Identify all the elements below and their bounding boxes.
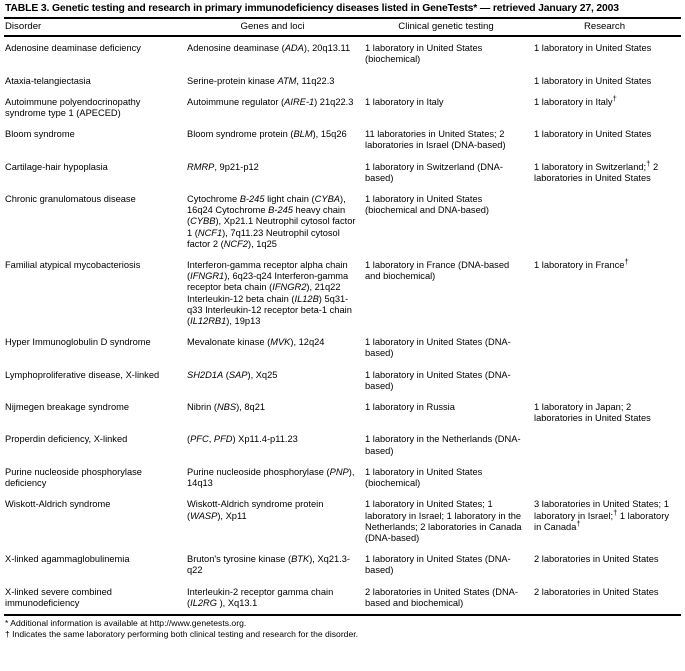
- cell-clinical-genetic-testing: 1 laboratory in Switzerland (DNA-based): [365, 161, 503, 183]
- cell-clinical-genetic-testing: 1 laboratory in United States; 1 laboratory in Israel; 1 laboratory in the Netherlands; 2 laboratories in Canada (DNA-based): [365, 499, 522, 543]
- table-row: [4, 157, 681, 189]
- column-header-clinical-testing: Clinical genetic testing: [398, 21, 494, 32]
- cell-genes-and-loci: Bloom syndrome protein (BLM), 15q26: [187, 129, 347, 140]
- cell-genes-and-loci: Mevalonate kinase (MVK), 12q24: [187, 337, 325, 348]
- cell-research: 1 laboratory in Japan; 2 laboratories in United States: [534, 402, 651, 424]
- cell-disorder: Wiskott-Aldrich syndrome: [5, 499, 111, 510]
- cell-disorder: Autoimmune polyendocrinopathy syndrome type 1 (APECED): [5, 96, 141, 119]
- cell-clinical-genetic-testing: 2 laboratories in United States (DNA-based and biochemical): [365, 586, 518, 608]
- cell-disorder: Lymphoproliferative disease, X-linked: [5, 369, 160, 380]
- cell-disorder: Ataxia-telangiectasia: [5, 75, 91, 86]
- table-header-row: [4, 19, 681, 35]
- footnote-dagger: † Indicates the same laboratory performing both clinical testing and research for the disorder.: [5, 628, 359, 639]
- cell-research: [533, 365, 681, 397]
- cell-genes-and-loci: Nibrin (NBS), 8q21: [187, 402, 266, 413]
- cell-disorder: X-linked agammaglobulinemia: [5, 554, 130, 565]
- table-row: [4, 429, 681, 461]
- table-row: [4, 37, 681, 70]
- cell-clinical-genetic-testing: [364, 71, 533, 92]
- cell-genes-and-loci: Bruton's tyrosine kinase (BTK), Xq21.3-q22: [187, 554, 351, 576]
- cell-disorder: Bloom syndrome: [5, 129, 75, 140]
- cell-genes-and-loci: Wiskott-Aldrich syndrome protein (WASP), Xp11: [187, 499, 324, 521]
- cell-research: 1 laboratory in United States: [534, 43, 652, 54]
- cell-research: 1 laboratory in Switzerland;† 2 laboratories in United States: [534, 158, 659, 183]
- footnote-asterisk: * Additional information is available at http://www.genetests.org.: [5, 617, 247, 628]
- table-row: [4, 332, 681, 364]
- cell-clinical-genetic-testing: 1 laboratory in Russia: [365, 402, 455, 413]
- cell-disorder: Familial atypical mycobacteriosis: [5, 260, 141, 271]
- cell-clinical-genetic-testing: 1 laboratory in France (DNA-based and biochemical): [365, 260, 510, 282]
- table-row: [4, 582, 681, 614]
- cell-genes-and-loci: (PFC, PFD) Xp11.4-p11.23: [187, 434, 298, 445]
- table-title: TABLE 3. Genetic testing and research in primary immunodeficiency diseases listed in GeneTests* — retrieved January 27, 2003: [5, 3, 619, 14]
- cell-genes-and-loci: Serine-protein kinase ATM, 11q22.3: [187, 75, 335, 86]
- cell-clinical-genetic-testing: 1 laboratory in Italy: [365, 96, 444, 107]
- genetests-table-body: [4, 37, 681, 614]
- cell-genes-and-loci: Adenosine deaminase (ADA), 20q13.11: [187, 43, 351, 54]
- cell-clinical-genetic-testing: 1 laboratory in United States (DNA-based): [365, 369, 511, 391]
- table-row: [4, 494, 681, 549]
- cell-clinical-genetic-testing: 1 laboratory in United States (biochemical): [365, 466, 483, 489]
- cell-research: [533, 429, 681, 461]
- cell-clinical-genetic-testing: 1 laboratory in United States (DNA-based): [365, 337, 511, 359]
- cell-genes-and-loci: RMRP, 9p21-p12: [187, 161, 259, 172]
- column-header-genes: Genes and loci: [240, 21, 305, 32]
- cell-clinical-genetic-testing: 1 laboratory in United States (biochemical): [365, 43, 483, 65]
- cell-clinical-genetic-testing: 1 laboratory in United States (DNA-based): [365, 554, 511, 576]
- table-row: [4, 189, 681, 255]
- cell-research: 1 laboratory in United States: [534, 75, 652, 86]
- cell-genes-and-loci: Interferon-gamma receptor alpha chain (IFNGR1), 6q23-q24 Interferon-gamma receptor beta chain (IFNGR2), 21q22 Interleukin-12 beta chain (IL12B) 5q31-q33 Interleukin-12 receptor beta-1 chain (IL12RB1), 19p13: [187, 260, 352, 327]
- cell-genes-and-loci: Autoimmune regulator (AIRE-1) 21q22.3: [187, 96, 354, 107]
- cell-disorder: Cartilage-hair hypoplasia: [5, 161, 108, 172]
- cell-research: [533, 332, 681, 364]
- table-body: [4, 37, 681, 614]
- cell-disorder: Purine nucleoside phosphorylase deficiency: [5, 466, 142, 489]
- cell-research: [533, 189, 681, 255]
- cell-genes-and-loci: Interleukin-2 receptor gamma chain (IL2RG ), Xq13.1: [187, 586, 334, 608]
- column-header-research: Research: [583, 21, 626, 32]
- table-row: [4, 124, 681, 156]
- table-row: [4, 92, 681, 124]
- cell-disorder: Nijmegen breakage syndrome: [5, 402, 130, 413]
- cell-research: 2 laboratories in United States: [534, 554, 659, 565]
- cell-research: 1 laboratory in United States: [534, 129, 652, 140]
- cell-research: [533, 462, 681, 494]
- cell-clinical-genetic-testing: 11 laboratories in United States; 2 laboratories in Israel (DNA-based): [365, 129, 506, 151]
- table-header: [4, 19, 681, 35]
- cell-genes-and-loci: Cytochrome B-245 light chain (CYBA), 16q24 Cytochrome B-245 heavy chain (CYBB), Xp21.1 Neutrophil cytosol factor 1 (NCF1), 7q11.23 Neutrophil cytosol factor 2 (NCF2), 1q25: [187, 194, 356, 249]
- genetests-table: [4, 19, 681, 35]
- table-row: [4, 365, 681, 397]
- cell-disorder: Hyper Immunoglobulin D syndrome: [5, 337, 151, 348]
- cell-disorder: X-linked severe combined immunodeficiency: [5, 586, 112, 608]
- cell-disorder: Properdin deficiency, X-linked: [5, 434, 128, 445]
- cell-disorder: Adenosine deaminase deficiency: [5, 43, 141, 54]
- cell-genes-and-loci: Purine nucleoside phosphorylase (PNP), 14q13: [187, 466, 355, 489]
- cell-disorder: Chronic granulomatous disease: [5, 194, 136, 205]
- table-row: [4, 549, 681, 581]
- table-row: [4, 255, 681, 332]
- column-header-disorder: Disorder: [5, 21, 42, 32]
- table-row: [4, 462, 681, 494]
- cell-clinical-genetic-testing: 1 laboratory in the Netherlands (DNA-based): [365, 434, 521, 456]
- cell-research: 1 laboratory in France†: [534, 256, 629, 271]
- cell-research: 3 laboratories in United States; 1 laboratory in Israel;† 1 laboratory in Canada†: [534, 499, 669, 532]
- table-footnotes: [4, 616, 681, 640]
- cell-research: 1 laboratory in Italy†: [534, 93, 617, 107]
- table-row: [4, 71, 681, 92]
- cell-genes-and-loci: SH2D1A (SAP), Xq25: [187, 369, 278, 380]
- cell-research: 2 laboratories in United States: [534, 586, 659, 597]
- table-row: [4, 397, 681, 429]
- cell-clinical-genetic-testing: 1 laboratory in United States (biochemical and DNA-based): [365, 194, 490, 216]
